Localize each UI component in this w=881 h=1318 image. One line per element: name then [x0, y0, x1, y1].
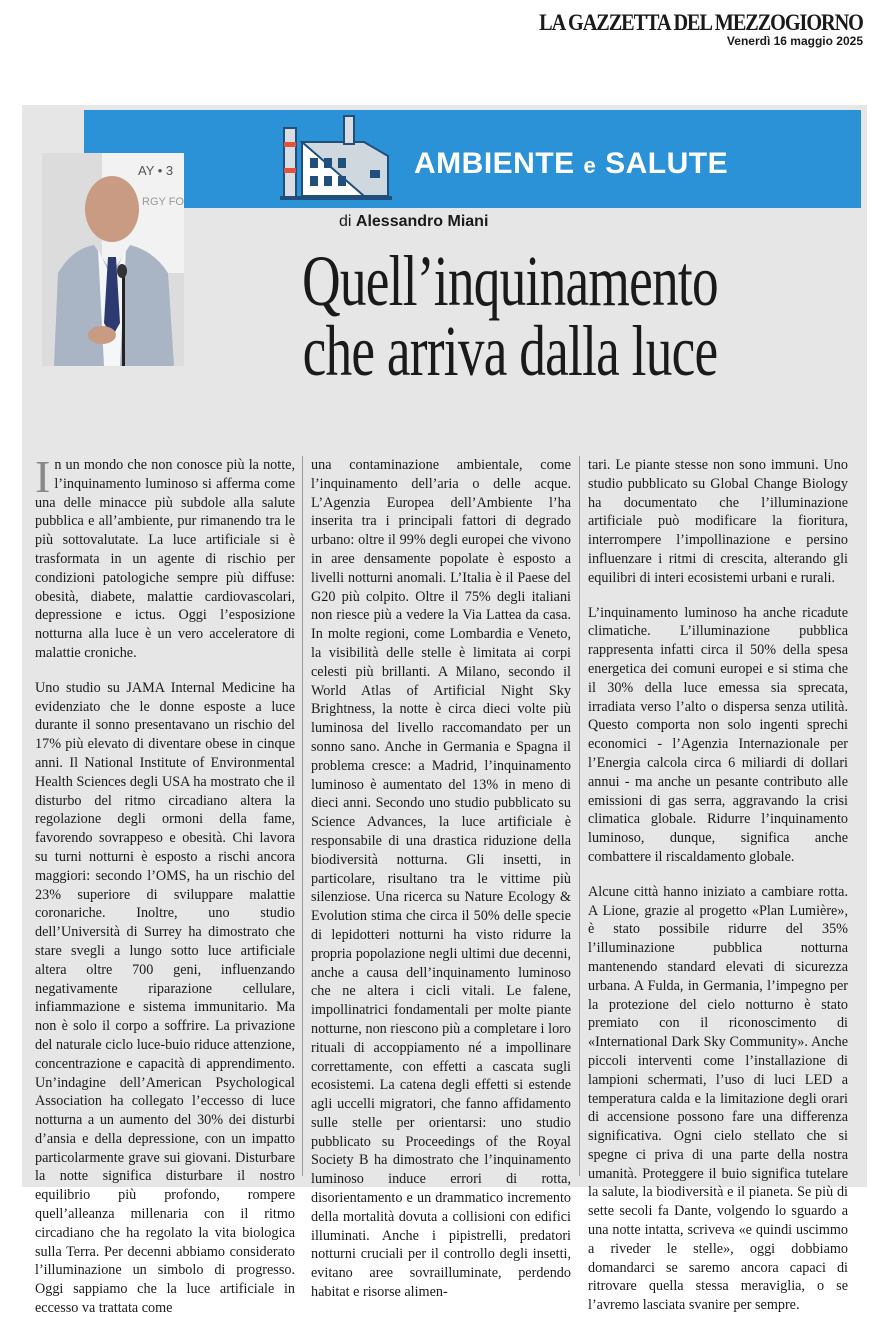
- paragraph: Alcune città hanno iniziato a cambiare rotta. A Lione, grazie al progetto «Plan Lumière», è stato possibile ridurre del 35% l’illuminazione pubblica notturna mantenendo standard elevati di sicurezza urbana. A Fulda, in Germania, l’impegno per la protezione del cielo notturno è stato premiato con il riconoscimento di «International Dark Sky Community». Anche piccoli interventi come l’installazione di lampioni schermati, l’uso di luci LED a temperatura calda e la limitazione degli orari di accensione possono fare una differenza significativa. Ogni cielo stellato che si spegne ci priva di una parte della nostra umanità. Proteggere il buio significa tutelare la salute, la biodiversità e il pianeta. Se più di sette secoli fa Dante, volgendo lo sguardo a una notte intatta, scriveva «e quindi uscimmo a riveder le stelle», oggi dobbiamo domandarci se saremo ancora capaci di ritrovare quella stessa meraviglia, o se l’avremo lasciata svanire per sempre.: [588, 883, 848, 1314]
- author-portrait-image: [42, 153, 184, 366]
- newspaper-name: LA GAZZETTA DEL MEZZOGIORNO: [539, 10, 863, 35]
- masthead: [495, 10, 863, 48]
- article-column-1: [35, 451, 295, 1318]
- article-column-3: [588, 456, 848, 1315]
- author-photo: [42, 153, 184, 366]
- article-column-2: [311, 456, 571, 1302]
- paragraph: tari. Le piante stesse non sono immuni. Uno studio pubblicato su Global Change Biology ha documentato che l’illuminazione artificiale può modificare la fioritura, interrompere l’impollinazione e persino influenzare i ritmi di crescita, alterando gli equilibri di interi ecosistemi urbani e rurali.: [588, 457, 848, 586]
- backdrop-text-2: RGY FO: [142, 196, 184, 208]
- publication-date: Venerdì 16 maggio 2025: [726, 34, 863, 48]
- paragraph: Uno studio su JAMA Internal Medicine ha evidenziato che le donne esposte a luce durante il sonno presentavano un rischio del 17% più elevato di diventare obese in cinque anni. Il National Institute of Environmental Health Sciences degli USA ha mostrato che il disturbo del ritmo circadiano altera la regolazione degli ormoni della fame, favorendo sovrappeso e obesità. Chi lavora su turni notturni è esposto a rischi ancora maggiori: secondo l’OMS, ha un rischio del 23% superiore di sviluppare malattie coronariche. Inoltre, uno studio dell’Università di Surrey ha dimostrato che stare svegli a lungo sotto luce artificiale altera oltre 700 geni, influenzando negativamente riparazione cellulare, infiammazione e sistema immunitario. Ma non è solo il corpo a soffrire. La privazione del naturale ciclo luce-buio riduce attenzione, concentrazione e capacità di apprendimento. Un’indagine dell’American Psychological Association ha collegato l’eccesso di luce notturna a un aumento del 30% dei disturbi d’ansia e della depressione, con un impatto particolarmente grave sui giovani. Disturbare la notte significa disturbare il nostro equilibrio più profondo, rompere quell’alleanza millenaria con il ritmo circadiano che ha regolato la vita biologica sulla Terra. Per decenni abbiamo considerato l’illuminazione un simbolo di progresso. Oggi sappiamo che la luce artificiale in eccesso va trattata come: [35, 679, 295, 1317]
- paragraph: L’inquinamento luminoso ha anche ricadute climatiche. L’illuminazione pubblica rappresenta infatti circa il 50% della spesa energetica dei comuni europei e si stima che il 30% della luce emessa sia sprecata, irradiata verso l’alto o dispersa senza utilità. Questo comporta non solo ingenti sprechi economici - l’Agenzia Internazionale per l’Energia calcola circa 6 miliardi di dollari annui - ma anche un pesante contributo alle emissioni di gas serra, aggravando la crisi climatica globale. Ridurre l’inquinamento luminoso, dunque, significa anche combattere il riscaldamento globale.: [588, 604, 848, 865]
- factory-icon: [280, 112, 392, 208]
- headline-line-2: che arriva dalla luce: [302, 311, 718, 391]
- drop-cap: I: [35, 451, 51, 502]
- paragraph: una contaminazione ambientale, come l’inquinamento dell’aria o delle acque. L’Agenzia Europea dell’Ambiente l’ha inserita tra i principali fattori di degrado urbano: oltre il 99% degli europei che vivono in aree densamente popolate è esposto a livelli notturni anomali. L’Italia è il Paese del G20 più colpito. Oltre il 75% degli italiani non riesce più a vedere la Via Lattea da casa. In molte regioni, come Lombardia e Veneto, la visibilità delle stelle è limitata ai corpi celesti più brillanti. A Milano, secondo il World Atlas of Artificial Night Sky Brightness, la notte è circa dieci volte più luminosa del livello raccomandato per un sonno sano. Anche in Germania e Spagna il problema cresce: a Madrid, l’inquinamento luminoso è aumentato del 13% in meno di dieci anni. Secondo uno studio pubblicato su Science Advances, la luce artificiale è responsabile di una drastica riduzione della biodiversità notturna. Gli insetti, in particolare, risultano tra le vittime più silenziose. Una ricerca su Nature Ecology & Evolution stima che circa il 50% delle specie di lepidotteri notturni ha visto ridurre la propria popolazione negli ultimi due decenni, anche a causa dell’inquinamento luminoso che ne altera i cicli vitali. Le falene, impollinatrici fondamentali per molte piante notturne, non riescono più a completare i loro rituali di accoppiamento né a impollinare correttamente, con effetti a cascata sugli ecosistemi. La catena degli effetti si estende agli uccelli migratori, che fanno affidamento sulle stelle per orientarsi: uno studio pubblicato su Proceedings of the Royal Society B ha dimostrato che l’inquinamento luminoso induce errori di rotta, disorientamento e un drammatico incremento della mortalità dovuta a collisioni con edifici illuminati. Anche i pipistrelli, predatori notturni cruciali per il controllo degli insetti, evitano aree sovrailluminate, perdendo habitat e risorse alimen-: [311, 457, 571, 1301]
- headline-line-1: Quell’inquinamento: [302, 241, 718, 321]
- paragraph: In un mondo che non conosce più la notte, l’inquinamento luminoso si afferma come una delle minacce più subdole alla salute pubblica e all’ambiente, pur rimanendo tra le più sottovalutate. La luce artificiale si è trasformata in un agente di rischio per condizioni patologiche sempre più diffuse: obesità, diabete, malattie cardiovascolari, depressione e ictus. Oggi l’esposizione notturna alla luce è un vero acceleratore di malattie croniche.: [35, 451, 295, 661]
- column-divider: [302, 456, 303, 1176]
- column-divider: [579, 456, 580, 1176]
- section-title: AMBIENTE e SALUTE: [414, 147, 729, 180]
- headline: [281, 241, 740, 391]
- byline: di Alessandro Miani: [339, 213, 489, 230]
- author-name: Alessandro Miani: [355, 213, 489, 230]
- backdrop-text: AY • 3: [138, 163, 174, 178]
